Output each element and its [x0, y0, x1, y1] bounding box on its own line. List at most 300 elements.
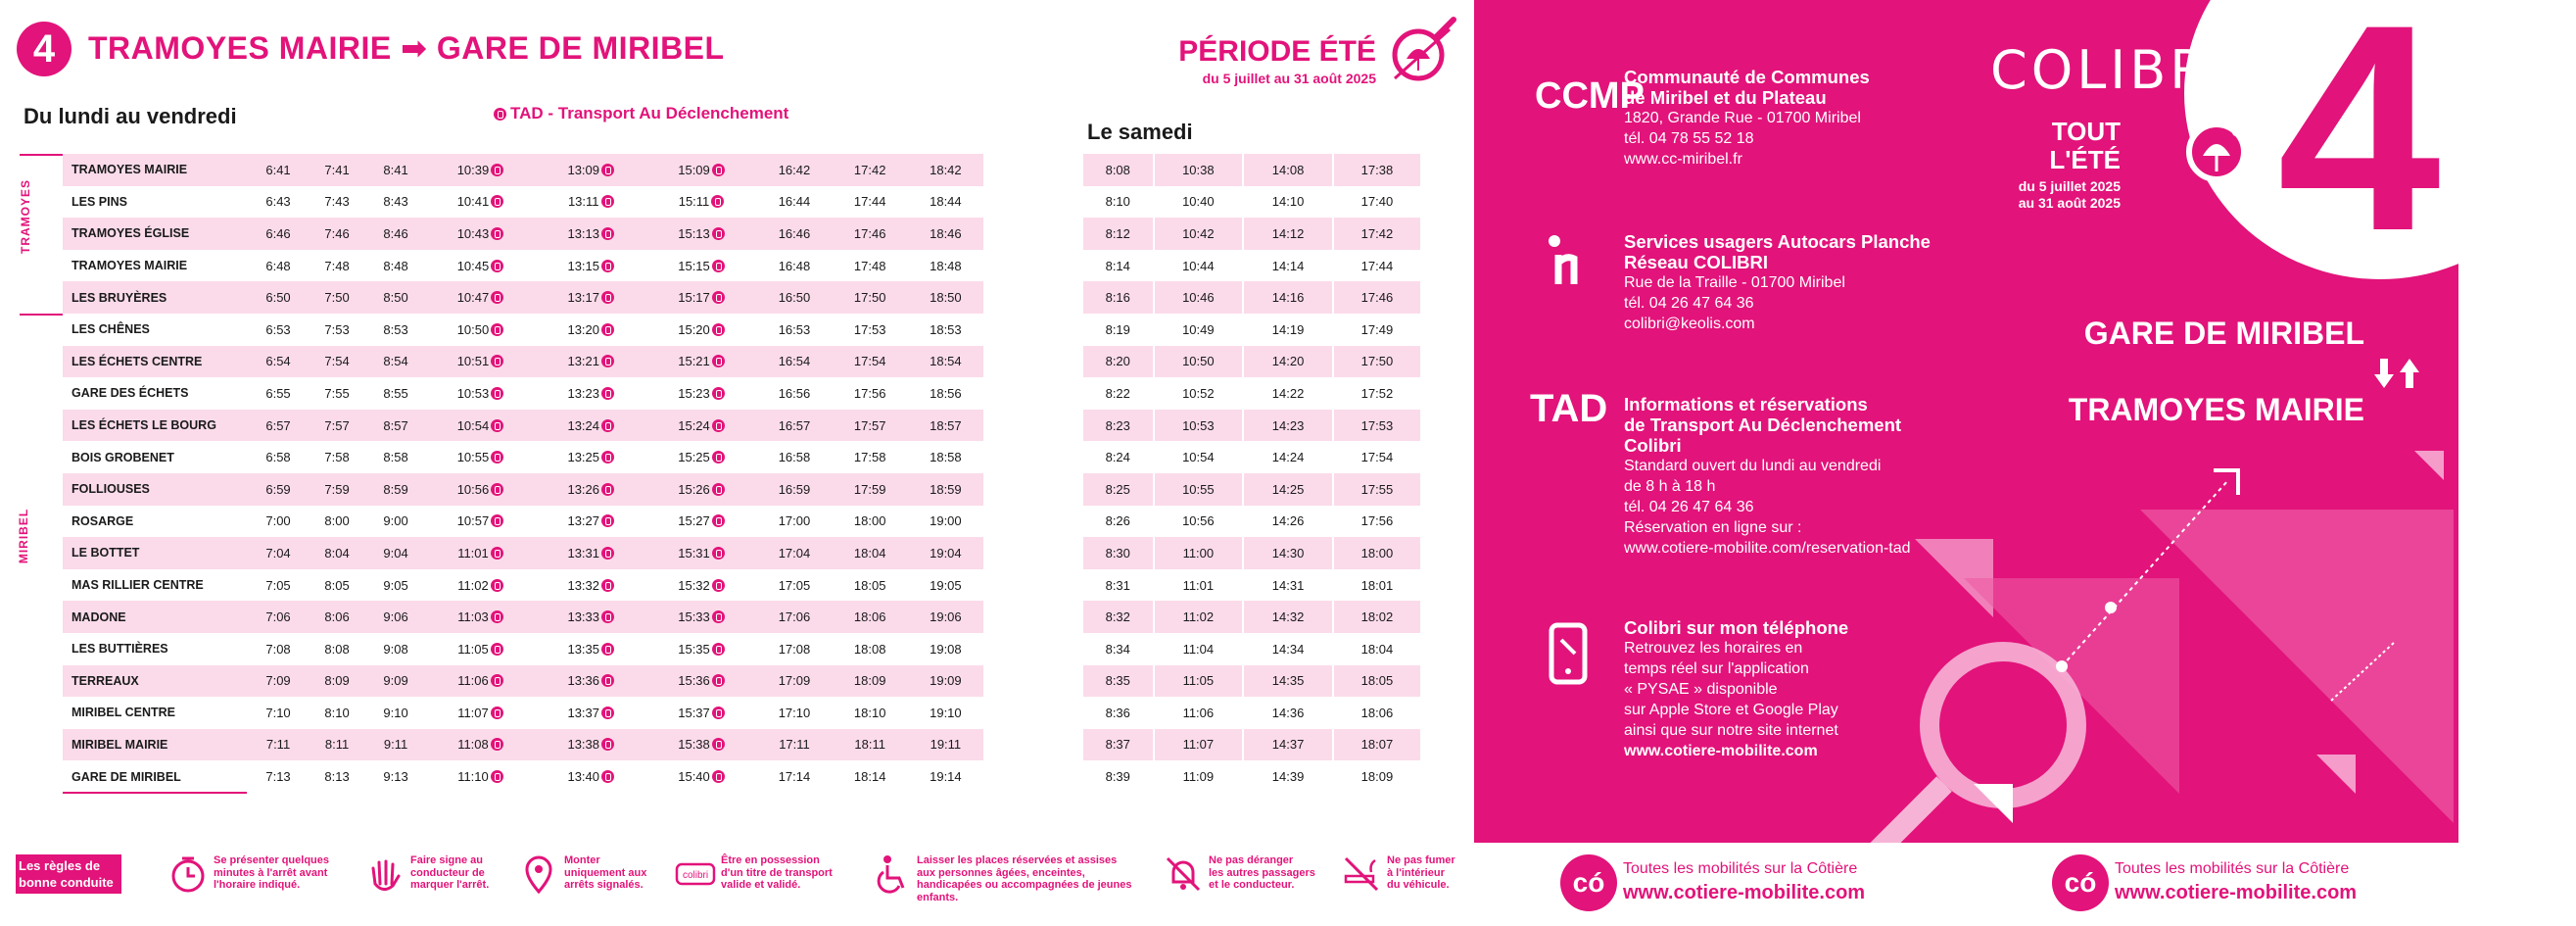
time-value: 8:43 [383, 194, 408, 210]
time-value: 19:14 [930, 769, 962, 785]
services-address: Rue de la Traille - 01700 Miribel [1624, 274, 1845, 291]
departure-time [833, 665, 908, 698]
departure-time [249, 760, 308, 793]
time-value: 9:09 [383, 673, 408, 689]
departure-time [833, 537, 908, 569]
table-row [63, 154, 983, 186]
departure-time: 14:22 [1243, 377, 1333, 410]
footer-url[interactable]: www.cotiere-mobilite.com [2115, 882, 2358, 903]
time-value: 18:59 [930, 481, 962, 497]
phone-url[interactable]: www.cotiere-mobilite.com [1624, 743, 1818, 759]
tad-online: Réservation en ligne sur : [1624, 519, 1802, 536]
tad-phone-icon [491, 643, 503, 656]
time-value: 7:57 [324, 417, 350, 433]
departure-time [308, 154, 366, 186]
stop-name: MADONE [63, 601, 249, 633]
tad-phone-icon [491, 547, 503, 560]
departure-time [908, 218, 983, 250]
departure-time [366, 537, 425, 569]
stop-name: BOIS GROBENET [72, 450, 174, 464]
departure-time [833, 633, 908, 665]
tad-phone-icon [491, 355, 503, 367]
tad-title-3: Colibri [1624, 435, 1682, 456]
departure-time: 11:01 [1154, 569, 1244, 602]
time-value: 18:54 [930, 354, 962, 369]
tad-phone-icon [712, 387, 725, 400]
tad-phone-icon [712, 451, 725, 463]
time-value: 15:17 [678, 290, 710, 306]
departure-time: 11:00 [1154, 537, 1244, 569]
time-value: 17:10 [778, 705, 811, 720]
departure-time [756, 665, 832, 698]
stop-name: MAS RILLIER CENTRE [72, 578, 204, 593]
time-value: 13:40 [567, 769, 600, 785]
departure-time [756, 346, 832, 378]
departure-time [646, 186, 757, 219]
tad-phone-icon [712, 483, 725, 496]
time-value: 15:40 [678, 769, 710, 785]
time-value: 8:05 [324, 577, 350, 593]
stop-name: TRAMOYES MAIRIE [72, 259, 188, 273]
time-value: 8:11 [324, 737, 350, 753]
departure-time [833, 154, 908, 186]
departure-time [536, 250, 646, 282]
time-value: 8:59 [383, 481, 408, 497]
time-value: 18:00 [853, 513, 886, 529]
table-row [1082, 377, 1420, 410]
time-value: 15:26 [678, 481, 710, 497]
time-value: 7:54 [324, 354, 350, 369]
tad-phone-icon [601, 674, 614, 687]
tad-phone-icon [712, 355, 725, 367]
departure-time [308, 537, 366, 569]
departure-time [308, 665, 366, 698]
time-value: 16:57 [778, 417, 811, 433]
time-value: 11:06 [457, 673, 489, 689]
time-value: 7:48 [324, 258, 350, 273]
summer-dates: du 5 juillet 2025 au 31 août 2025 [2018, 178, 2121, 211]
tad-phone-icon [712, 323, 725, 336]
tad-phone-icon [712, 770, 725, 783]
tad-phone-icon [494, 108, 506, 121]
departure-time [756, 186, 832, 219]
time-value: 7:53 [324, 321, 350, 337]
table-row [63, 633, 983, 665]
departure-time [908, 346, 983, 378]
time-value: 9:11 [383, 737, 408, 753]
services-email[interactable]: colibri@keolis.com [1624, 316, 1755, 332]
departure-time [308, 250, 366, 282]
table-row [63, 473, 983, 506]
rule-item [168, 854, 329, 894]
time-value: 10:55 [456, 450, 490, 465]
time-value: 17:08 [778, 641, 811, 657]
tad-phone-icon [712, 514, 725, 527]
time-value: 17:56 [853, 385, 886, 401]
departure-time [249, 537, 308, 569]
stop-name: TRAMOYES MAIRIE [63, 154, 249, 186]
departure-time [833, 250, 908, 282]
time-value: 7:58 [324, 450, 350, 465]
table-row [63, 314, 983, 346]
time-value: 11:02 [457, 577, 489, 593]
tad-phone-icon [601, 610, 614, 623]
time-value: 8:41 [383, 162, 408, 177]
departure-time [646, 410, 757, 442]
departure-time: 17:50 [1333, 346, 1420, 378]
departure-time [908, 314, 983, 346]
stop-name: GARE DES ÉCHETS [72, 386, 189, 401]
time-value: 18:14 [853, 769, 886, 785]
departure-time [366, 569, 425, 602]
departure-time [536, 377, 646, 410]
departure-time [425, 760, 536, 793]
no-smoking-icon [1342, 854, 1381, 894]
departure-time [833, 410, 908, 442]
table-row [1082, 697, 1420, 729]
departure-time [425, 410, 536, 442]
departure-time [366, 601, 425, 633]
ccmp-logo [1533, 69, 1645, 127]
table-row [1082, 218, 1420, 250]
cotiere-logo: có [2052, 854, 2109, 911]
table-row [63, 537, 983, 569]
tad-phone-icon [601, 643, 614, 656]
departure-time [366, 281, 425, 314]
time-value: 9:06 [383, 609, 408, 625]
services-title-2: Réseau COLIBRI [1624, 252, 1769, 272]
departure-time: 10:49 [1154, 314, 1244, 346]
time-value: 7:55 [324, 385, 350, 401]
departure-time [756, 473, 832, 506]
rule-text: Faire signe au conducteur de marquer l'arrêt. [410, 854, 490, 891]
departure-time [366, 760, 425, 793]
departure-time: 17:53 [1333, 410, 1420, 442]
time-value: 15:38 [678, 737, 710, 753]
departure-time [833, 186, 908, 219]
departure-time [536, 697, 646, 729]
time-value: 17:48 [853, 258, 886, 273]
tad-phone-icon [491, 514, 503, 527]
time-value: 19:08 [930, 641, 962, 657]
time-value: 16:44 [778, 194, 811, 210]
tad-phone-icon [601, 483, 614, 496]
table-row [1082, 601, 1420, 633]
departure-time [833, 697, 908, 729]
departure-time [833, 473, 908, 506]
departure-time [425, 218, 536, 250]
departure-time [756, 154, 832, 186]
tad-phone-icon [712, 610, 725, 623]
departure-time: 8:24 [1082, 441, 1154, 473]
time-value: 18:46 [930, 225, 962, 241]
departure-time [646, 760, 757, 793]
departure-time [366, 250, 425, 282]
time-value: 19:06 [930, 609, 962, 625]
time-value: 10:51 [456, 354, 490, 369]
departure-time: 10:53 [1154, 410, 1244, 442]
hand-wave-icon [365, 854, 405, 894]
table-row [63, 186, 983, 219]
departure-time: 10:38 [1154, 154, 1244, 186]
table-row [1082, 729, 1420, 761]
services-title-1: Services usagers Autocars Planche [1624, 231, 1931, 252]
swap-arrows-icon [2370, 357, 2425, 390]
departure-time [308, 346, 366, 378]
departure-time [308, 377, 366, 410]
time-value: 13:13 [567, 225, 600, 241]
departure-time [308, 441, 366, 473]
time-value: 18:44 [930, 194, 962, 210]
smartphone-icon [1548, 622, 1589, 685]
departure-time [536, 537, 646, 569]
departure-time [249, 729, 308, 761]
tad-phone-icon [712, 643, 725, 656]
departure-time: 8:20 [1082, 346, 1154, 378]
departure-time: 8:14 [1082, 250, 1154, 282]
time-value: 15:25 [678, 450, 710, 465]
departure-time: 8:36 [1082, 697, 1154, 729]
departure-time [308, 697, 366, 729]
time-value: 8:00 [324, 513, 350, 529]
departure-time [908, 760, 983, 793]
tad-phone-icon [601, 451, 614, 463]
tad-url[interactable]: www.cotiere-mobilite.com/reservation-tad [1624, 540, 1911, 557]
rule-item [676, 854, 833, 894]
time-value: 17:58 [853, 450, 886, 465]
time-value: 17:46 [853, 225, 886, 241]
time-value: 18:48 [930, 258, 962, 273]
time-value: 10:54 [456, 417, 490, 433]
ccmp-phone: tél. 04 78 55 52 18 [1624, 130, 1754, 147]
departure-time [833, 346, 908, 378]
departure-time: 14:36 [1243, 697, 1333, 729]
stop-name: ROSARGE [72, 513, 134, 528]
departure-time [536, 314, 646, 346]
departure-time [756, 281, 832, 314]
departure-time: 17:40 [1333, 186, 1420, 219]
tad-phone-icon [712, 738, 725, 751]
time-value: 8:55 [383, 385, 408, 401]
time-value: 10:57 [456, 513, 490, 529]
time-value: 8:50 [383, 290, 408, 306]
departure-time: 8:39 [1082, 760, 1154, 793]
cover-line-number: 4 [2277, 0, 2441, 292]
departure-time: 10:52 [1154, 377, 1244, 410]
time-value: 6:53 [265, 321, 291, 337]
departure-time [646, 281, 757, 314]
tad-phone-icon [491, 323, 503, 336]
tad-phone-icon [601, 355, 614, 367]
time-value: 18:56 [930, 385, 962, 401]
departure-time [646, 377, 757, 410]
departure-time: 17:56 [1333, 506, 1420, 538]
ticket-label: colibri [682, 870, 709, 881]
departure-time [249, 569, 308, 602]
phone-line: « PYSAE » disponible [1624, 681, 1778, 698]
departure-time [646, 250, 757, 282]
departure-time [249, 250, 308, 282]
departure-time: 10:50 [1154, 346, 1244, 378]
departure-time: 14:39 [1243, 760, 1333, 793]
footer-url[interactable]: www.cotiere-mobilite.com [1623, 882, 1866, 903]
departure-time [425, 314, 536, 346]
time-value: 16:50 [778, 290, 811, 306]
time-value: 15:33 [678, 609, 710, 625]
ticket-icon [676, 854, 715, 894]
tad-phone-icon [601, 514, 614, 527]
ccmp-website[interactable]: www.cc-miribel.fr [1624, 151, 1742, 168]
departure-time [646, 601, 757, 633]
tad-phone-icon [491, 738, 503, 751]
departure-time [366, 473, 425, 506]
table-row [1082, 346, 1420, 378]
tad-phone-icon [712, 419, 725, 432]
departure-time: 18:06 [1333, 697, 1420, 729]
departure-time [536, 441, 646, 473]
time-value: 16:46 [778, 225, 811, 241]
departure-time [425, 250, 536, 282]
departure-time: 10:40 [1154, 186, 1244, 219]
time-value: 8:46 [383, 225, 408, 241]
time-value: 15:31 [678, 545, 710, 560]
time-value: 17:57 [853, 417, 886, 433]
tad-phone-icon [491, 260, 503, 272]
time-value: 7:00 [265, 513, 291, 529]
departure-time [756, 218, 832, 250]
departure-time [425, 569, 536, 602]
departure-time [249, 601, 308, 633]
departure-time [425, 281, 536, 314]
departure-time [646, 154, 757, 186]
time-value: 7:10 [265, 705, 291, 720]
ccmp-contact [1624, 67, 1870, 170]
time-value: 9:08 [383, 641, 408, 657]
table-row [63, 760, 983, 793]
table-row [1082, 314, 1420, 346]
person-icon [1545, 233, 1594, 288]
tad-phone-icon [601, 547, 614, 560]
time-value: 7:11 [265, 737, 291, 753]
time-value: 7:43 [324, 194, 350, 210]
departure-time: 14:19 [1243, 314, 1333, 346]
time-value: 18:57 [930, 417, 962, 433]
time-value: 8:09 [324, 673, 350, 689]
time-value: 6:54 [265, 354, 291, 369]
stop-name: TRAMOYES ÉGLISE [63, 218, 249, 250]
stop-name: LE BOTTET [63, 537, 249, 569]
departure-time [646, 729, 757, 761]
table-row [63, 506, 983, 538]
table-row [1082, 410, 1420, 442]
departure-time [536, 281, 646, 314]
tad-phone-icon [601, 260, 614, 272]
time-value: 7:09 [265, 673, 291, 689]
departure-time [646, 346, 757, 378]
departure-time: 14:31 [1243, 569, 1333, 602]
departure-time [756, 537, 832, 569]
departure-time: 8:10 [1082, 186, 1154, 219]
departure-time: 10:54 [1154, 441, 1244, 473]
stop-name: LES PINS [72, 194, 127, 209]
departure-time [366, 410, 425, 442]
tad-phone-icon [491, 387, 503, 400]
rule-item [1164, 854, 1315, 894]
departure-time [249, 377, 308, 410]
tad-phone-icon [491, 579, 503, 592]
time-value: 15:09 [678, 162, 710, 177]
table-row [1082, 154, 1420, 186]
divider [20, 314, 63, 316]
table-row [63, 601, 983, 633]
departure-time [308, 569, 366, 602]
time-value: 17:11 [779, 737, 810, 753]
tad-phone-icon [601, 164, 614, 176]
departure-time: 18:09 [1333, 760, 1420, 793]
period-block [1156, 35, 1376, 86]
tad-hours-1: Standard ouvert du lundi au vendredi [1624, 458, 1882, 474]
time-value: 17:09 [778, 673, 811, 689]
cover-dest-top: GARE DE MIRIBEL [2083, 316, 2364, 351]
tad-phone-icon [491, 770, 503, 783]
tad-phone-icon [712, 291, 725, 304]
departure-time: 10:42 [1154, 218, 1244, 250]
tad-phone-icon [601, 579, 614, 592]
departure-time [833, 601, 908, 633]
weekday-timetable [63, 154, 983, 793]
time-value: 10:47 [456, 290, 490, 306]
time-value: 17:00 [778, 513, 811, 529]
time-value: 7:13 [265, 769, 291, 785]
departure-time [536, 154, 646, 186]
departure-time [756, 697, 832, 729]
rule-text: Ne pas déranger les autres passagers et le conducteur. [1209, 854, 1315, 891]
departure-time [425, 441, 536, 473]
departure-time: 8:23 [1082, 410, 1154, 442]
time-value: 17:53 [853, 321, 886, 337]
table-row [1082, 633, 1420, 665]
time-value: 10:45 [456, 258, 490, 273]
departure-time [425, 346, 536, 378]
time-value: 13:09 [567, 162, 600, 177]
departure-time [366, 346, 425, 378]
departure-time: 11:04 [1154, 633, 1244, 665]
departure-time: 14:16 [1243, 281, 1333, 314]
clock-icon [168, 854, 208, 894]
time-value: 13:15 [567, 258, 600, 273]
route-to: GARE DE MIRIBEL [436, 30, 725, 66]
departure-time: 8:31 [1082, 569, 1154, 602]
departure-time: 17:44 [1333, 250, 1420, 282]
time-value: 7:41 [324, 162, 350, 177]
departure-time: 18:05 [1333, 665, 1420, 698]
departure-time: 14:08 [1243, 154, 1333, 186]
rule-item [872, 854, 1131, 903]
time-value: 15:15 [678, 258, 710, 273]
time-value: 11:08 [457, 737, 489, 753]
time-value: 18:42 [930, 162, 962, 177]
departure-time: 8:32 [1082, 601, 1154, 633]
table-row [1082, 537, 1420, 569]
footer-tagline: Toutes les mobilités sur la Côtière [2115, 860, 2350, 877]
time-value: 19:05 [930, 577, 962, 593]
departure-time [646, 441, 757, 473]
map-pin-icon [519, 854, 558, 894]
departure-time [756, 569, 832, 602]
time-value: 8:54 [383, 354, 408, 369]
departure-time [833, 218, 908, 250]
time-value: 6:58 [265, 450, 291, 465]
